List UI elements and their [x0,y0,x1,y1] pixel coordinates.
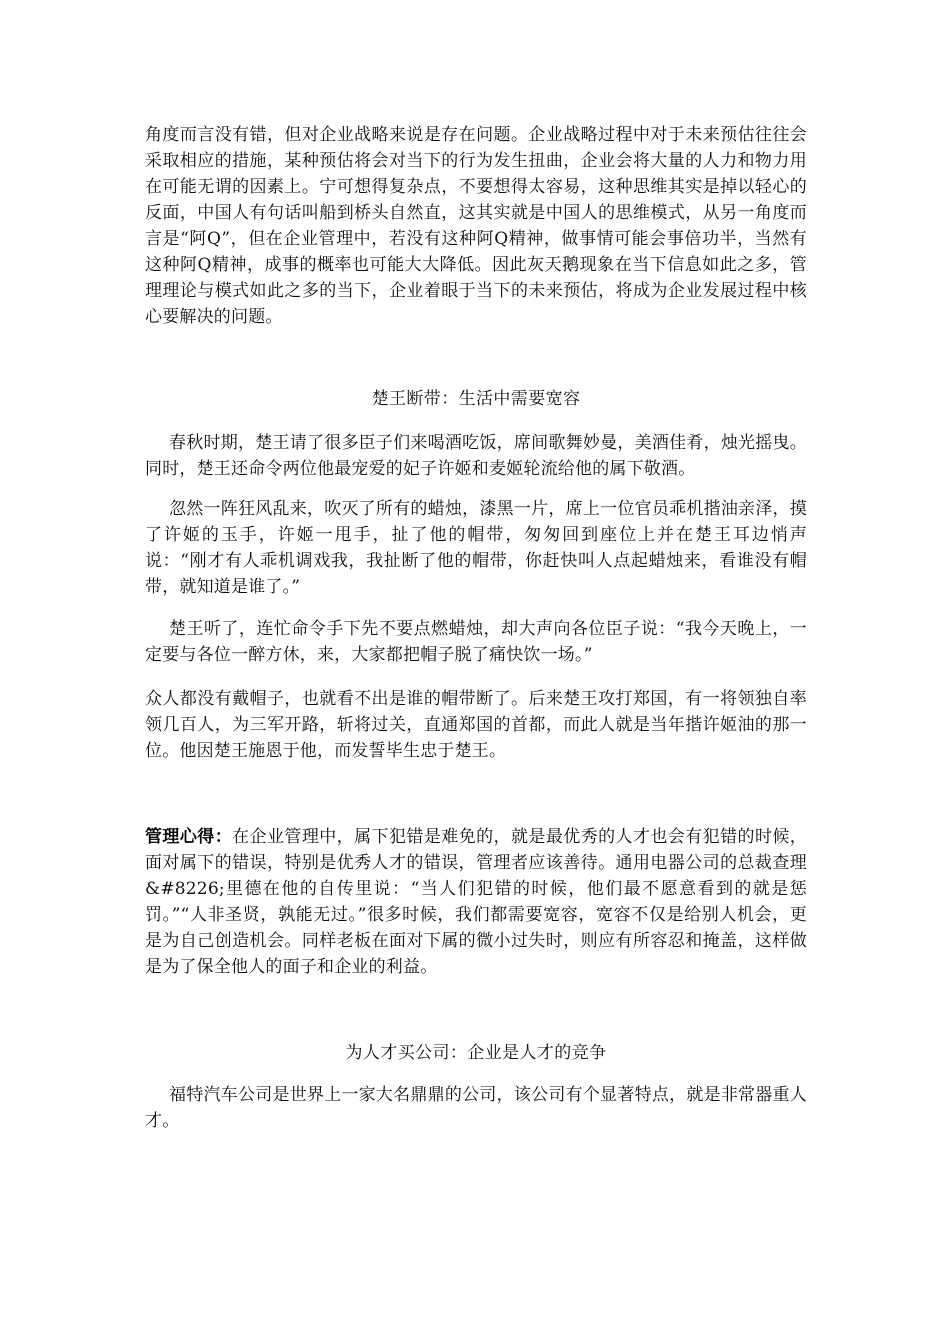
story-paragraph-3: 楚王听了，连忙命令手下先不要点燃蜡烛，却大声向各位臣子说：“我今天晚上，一定要与各位一醉方休，来，大家都把帽子脱了痛快饮一场。” [145,619,807,665]
story-paragraph-4: 众人都没有戴帽子，也就看不出是谁的帽带断了。后来楚王攻打郑国，有一将领独自率领几百人，为三军开路，斩将过关，直通郑国的首都，而此人就是当年揩许姬油的那一位。他因楚王施恩于他，而发誓毕生忠于楚王。 [145,689,807,761]
ford-paragraph-1: 福特汽车公司是世界上一家大名鼎鼎的公司，该公司有个显著特点，就是非常器重人才。 [145,1085,807,1131]
story-paragraph-2: 忽然一阵狂风乱来，吹灭了所有的蜡烛，漆黑一片，席上一位官员乖机揩油亲泽，摸了许姬的玉手，许姬一甩手，扯了他的帽带，匆匆回到座位上并在楚王耳边悄声说：“刚才有人乖机调戏我，我扯断了他的帽带，你赶快叫人点起蜡烛来，看谁没有帽带，就知道是谁了。” [145,499,807,597]
management-insight-text: 在企业管理中，属下犯错是难免的，就是最优秀的人才也会有犯错的时候，面对属下的错误，特别是优秀人才的错误，管理者应该善待。通用电器公司的总裁查理&#8226;里德在他的自传里说：“当人们犯错的时候，他们最不愿意看到的就是惩罚。”“人非圣贤，孰能无过。”很多时候，我们都需要宽容，宽容不仅是给别人机会，更是为自己创造机会。同样老板在面对下属的微小过失时，则应有所容忍和掩盖，这样做是为了保全他人的面子和企业的利益。 [145,827,807,977]
management-insight-paragraph [145,824,807,980]
story-paragraph-1: 春秋时期，楚王请了很多臣子们来喝酒吃饭，席间歌舞妙曼，美酒佳肴，烛光摇曳。同时，楚王还命令两位他最宠爱的妃子许姬和麦姬轮流给他的属下敬酒。 [145,433,807,479]
section-title-ford: 为人才买公司：企业是人才的竞争 [345,1043,607,1063]
section-title-chu-wang: 楚王断带：生活中需要宽容 [371,389,581,409]
management-insight-label: 管理心得： [145,827,233,847]
intro-paragraph: 角度而言没有错，但对企业战略来说是存在问题。企业战略过程中对于未来预估往往会采取相应的措施，某种预估将会对当下的行为发生扭曲，企业会将大量的人力和物力用在可能无谓的因素上。宁可想得复杂点，不要想得太容易，这种思维其实是掉以轻心的反面，中国人有句话叫船到桥头自然直，这其实就是中国人的思维模式，从另一角度而言是“阿Q”，但在企业管理中，若没有这种阿Q精神，做事情可能会事倍功半，当然有这种阿Q精神，成事的概率也可能大大降低。因此灰天鹅现象在当下信息如此之多，管理理论与模式如此之多的当下，企业着眼于当下的未来预估，将成为企业发展过程中核心要解决的问题。 [145,125,807,327]
